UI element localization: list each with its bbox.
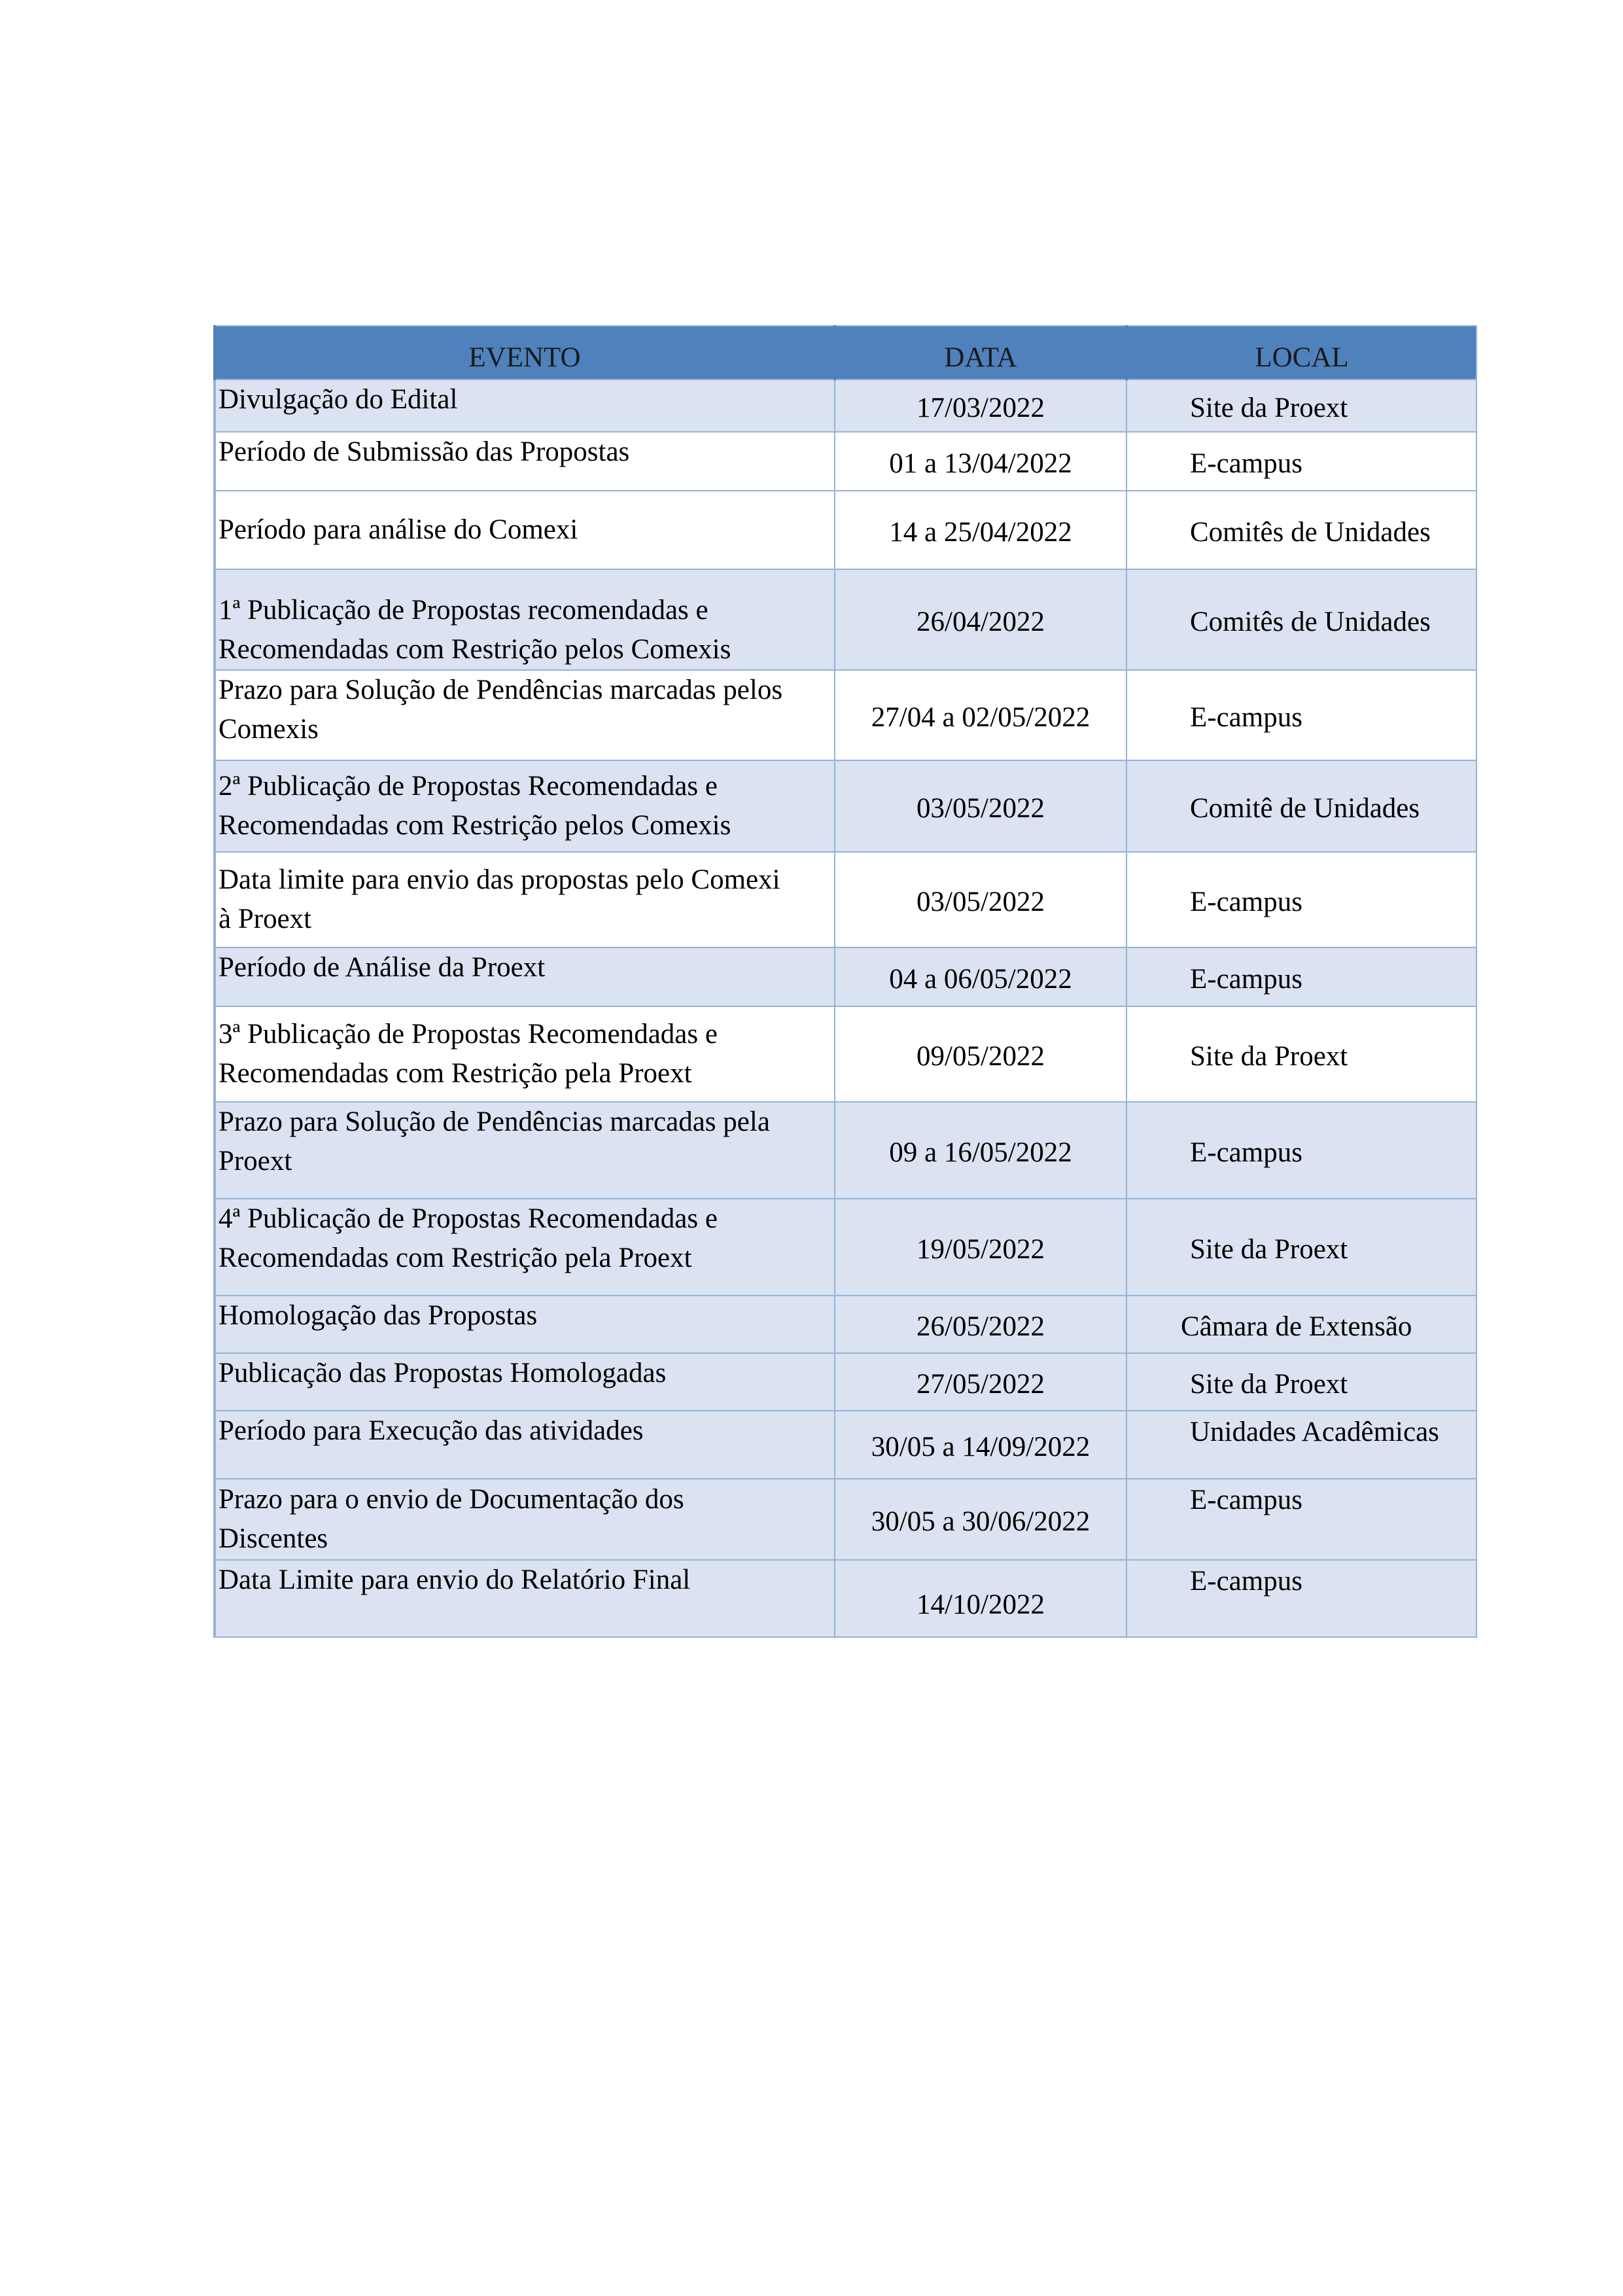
data-cell: 19/05/2022: [835, 1199, 1126, 1296]
data-cell: 30/05 a 30/06/2022: [835, 1479, 1126, 1560]
evento-cell: [215, 852, 835, 947]
evento-cell: [215, 432, 835, 491]
table-row: [215, 852, 1476, 947]
local-cell: Site da Proext: [1126, 1199, 1476, 1296]
evento-line: Período para Execução das atividades: [218, 1415, 644, 1446]
data-cell: 27/05/2022: [835, 1353, 1126, 1411]
header-local: LOCAL: [1126, 326, 1476, 380]
data-cell: 17/03/2022: [835, 380, 1126, 432]
table-row: [215, 1353, 1476, 1411]
evento-line: 1ª Publicação de Propostas recomendadas e: [218, 595, 708, 626]
evento-line: Recomendadas com Restrição pelos Comexis: [218, 810, 731, 841]
header-row: [215, 326, 1476, 380]
data-cell: 14/10/2022: [835, 1560, 1126, 1637]
local-cell: Site da Proext: [1126, 1006, 1476, 1102]
evento-cell: [215, 1199, 835, 1296]
evento-cell: [215, 569, 835, 670]
data-cell: 14 a 25/04/2022: [835, 491, 1126, 569]
header-evento: EVENTO: [215, 326, 835, 380]
local-cell: E-campus: [1126, 852, 1476, 947]
evento-cell: [215, 1102, 835, 1199]
table-row: [215, 432, 1476, 491]
evento-line: Divulgação do Edital: [218, 384, 458, 415]
data-cell: 26/05/2022: [835, 1296, 1126, 1353]
local-cell: E-campus: [1126, 1102, 1476, 1199]
evento-cell: [215, 1560, 835, 1637]
evento-cell: [215, 1296, 835, 1353]
evento-cell: [215, 1353, 835, 1411]
evento-line: Recomendadas com Restrição pelos Comexis: [218, 634, 731, 665]
local-cell: Câmara de Extensão: [1126, 1296, 1476, 1353]
table-row: [215, 670, 1476, 760]
evento-line: Homologação das Propostas: [218, 1300, 538, 1331]
local-cell: Site da Proext: [1126, 380, 1476, 432]
evento-line: 4ª Publicação de Propostas Recomendadas e: [218, 1203, 718, 1234]
table-row: [215, 380, 1476, 432]
evento-line: Discentes: [218, 1523, 328, 1554]
local-cell: Comitê de Unidades: [1126, 760, 1476, 852]
evento-line: Recomendadas com Restrição pela Proext: [218, 1243, 692, 1273]
evento-line: Prazo para Solução de Pendências marcadas pelos: [218, 675, 783, 705]
header-data: DATA: [835, 326, 1126, 380]
table-row: [215, 569, 1476, 670]
table-row: [215, 760, 1476, 852]
evento-line: Recomendadas com Restrição pela Proext: [218, 1058, 692, 1089]
data-cell: 01 a 13/04/2022: [835, 432, 1126, 491]
evento-cell: [215, 1479, 835, 1560]
data-cell: 27/04 a 02/05/2022: [835, 670, 1126, 760]
local-cell: E-campus: [1126, 1560, 1476, 1637]
data-cell: 30/05 a 14/09/2022: [835, 1411, 1126, 1479]
data-cell: 03/05/2022: [835, 852, 1126, 947]
local-cell: Comitês de Unidades: [1126, 491, 1476, 569]
evento-line: Prazo para o envio de Documentação dos: [218, 1484, 684, 1515]
table-row: [215, 1102, 1476, 1199]
evento-line: Data limite para envio das propostas pelo Comexi: [218, 864, 780, 895]
evento-line: Comexis: [218, 714, 319, 745]
data-cell: 09/05/2022: [835, 1006, 1126, 1102]
evento-line: Prazo para Solução de Pendências marcadas pela: [218, 1106, 770, 1137]
evento-cell: [215, 760, 835, 852]
local-cell: E-campus: [1126, 670, 1476, 760]
evento-line: 3ª Publicação de Propostas Recomendadas e: [218, 1019, 718, 1050]
evento-cell: [215, 1411, 835, 1479]
table-row: [215, 1296, 1476, 1353]
evento-line: Proext: [218, 1146, 292, 1176]
table-row: [215, 947, 1476, 1006]
local-cell: Comitês de Unidades: [1126, 569, 1476, 670]
evento-cell: [215, 380, 835, 432]
data-cell: 03/05/2022: [835, 760, 1126, 852]
table-row: [215, 1006, 1476, 1102]
table-row: [215, 1479, 1476, 1560]
table-row: [215, 1560, 1476, 1637]
data-cell: 09 a 16/05/2022: [835, 1102, 1126, 1199]
data-cell: 04 a 06/05/2022: [835, 947, 1126, 1006]
evento-cell: [215, 947, 835, 1006]
evento-line: Período de Submissão das Propostas: [218, 436, 630, 467]
evento-line: Publicação das Propostas Homologadas: [218, 1358, 667, 1388]
local-cell: E-campus: [1126, 432, 1476, 491]
evento-cell: [215, 1006, 835, 1102]
data-cell: 26/04/2022: [835, 569, 1126, 670]
evento-line: Período de Análise da Proext: [218, 952, 546, 983]
evento-line: à Proext: [218, 904, 312, 934]
evento-line: Data Limite para envio do Relatório Final: [218, 1564, 691, 1595]
schedule-table: [213, 325, 1477, 1638]
local-cell: Site da Proext: [1126, 1353, 1476, 1411]
table-row: [215, 491, 1476, 569]
local-cell: E-campus: [1126, 947, 1476, 1006]
evento-cell: [215, 670, 835, 760]
table-row: [215, 1199, 1476, 1296]
evento-line: 2ª Publicação de Propostas Recomendadas e: [218, 771, 718, 802]
evento-line: Período para análise do Comexi: [218, 514, 578, 545]
local-cell: Unidades Acadêmicas: [1126, 1411, 1476, 1479]
evento-cell: [215, 491, 835, 569]
local-cell: E-campus: [1126, 1479, 1476, 1560]
table-row: [215, 1411, 1476, 1479]
